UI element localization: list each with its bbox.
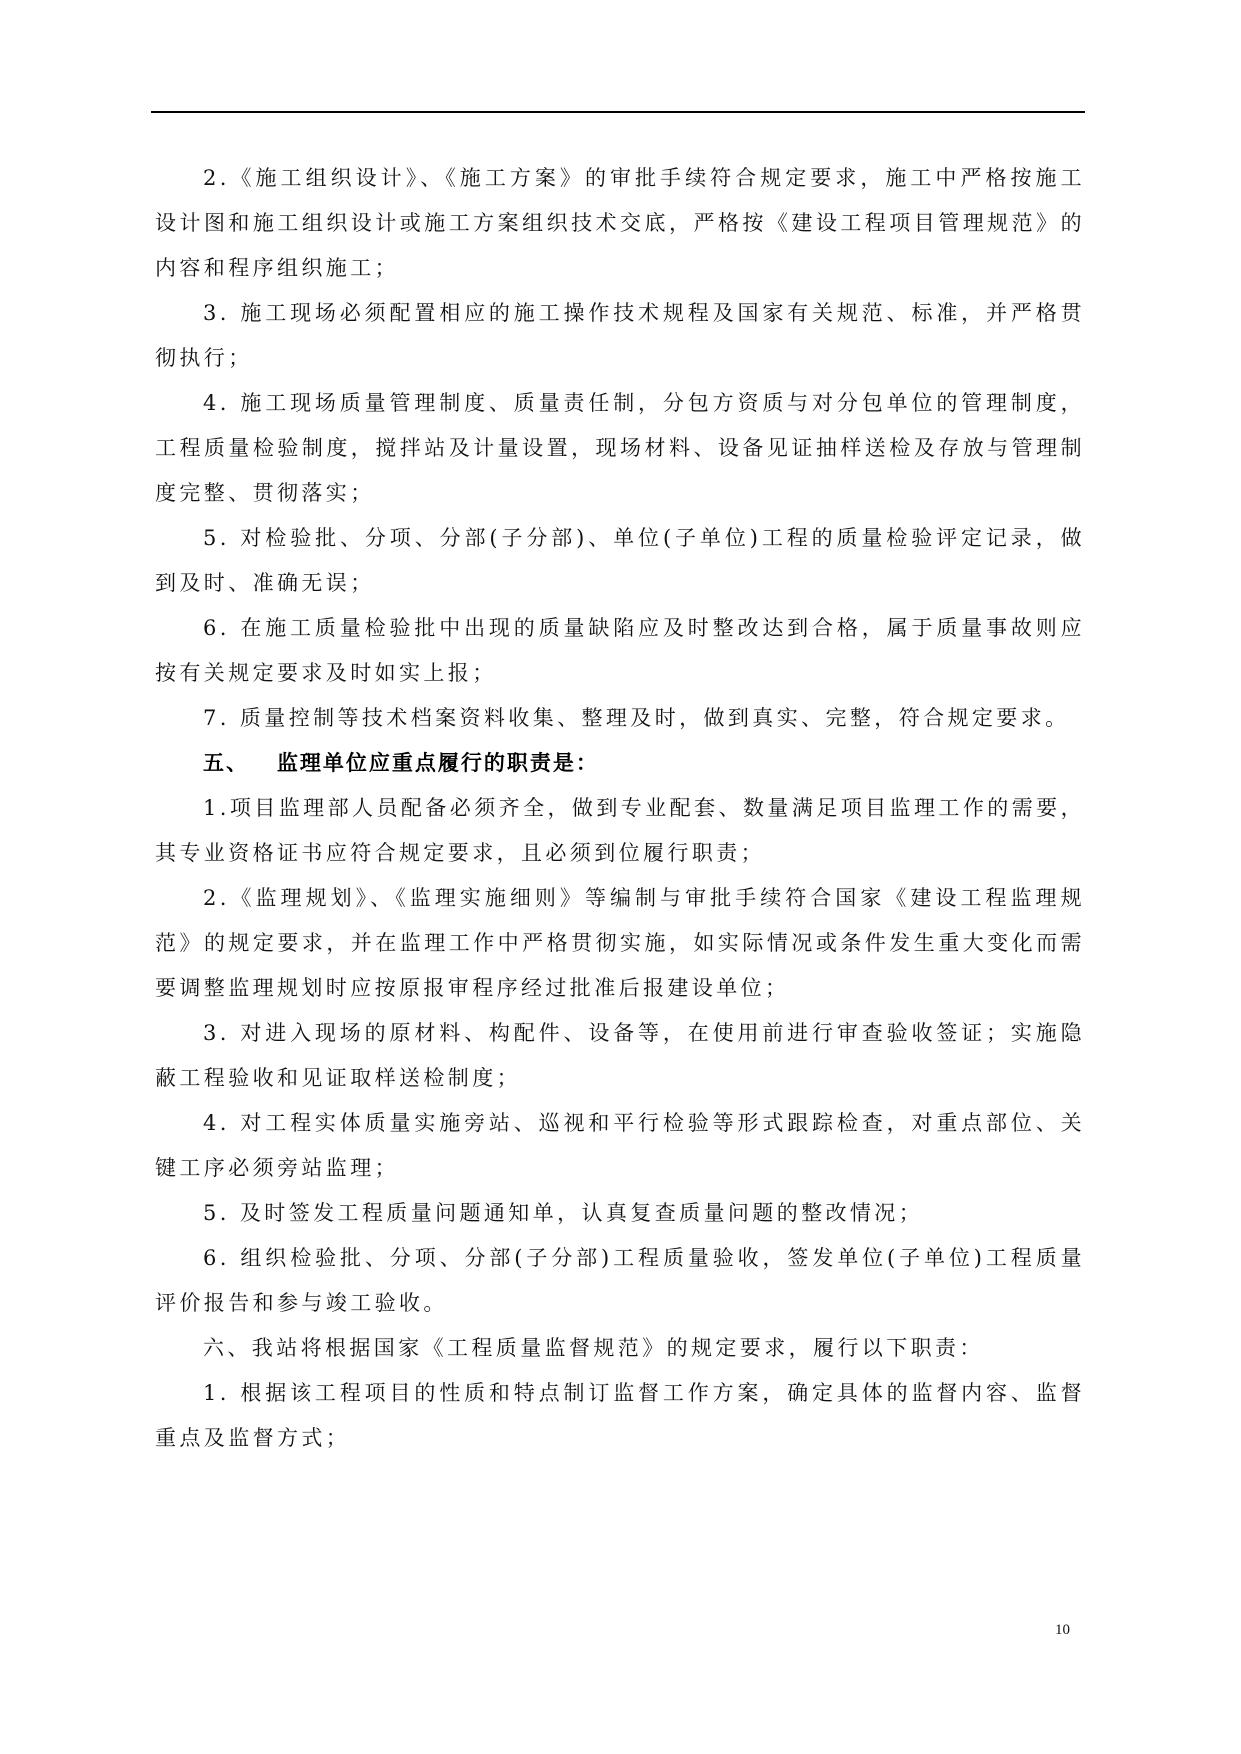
page-body xyxy=(155,156,1085,1461)
section-six-item-1: 1. 根据该工程项目的性质和特点制订监督工作方案，确定具体的监督内容、监督重点及监督方式； xyxy=(155,1381,1085,1450)
section-five-item-2: 2.《监理规划》、《监理实施细则》等编制与审批手续符合国家《建设工程监理规范》的规定要求，并在监理工作中严格贯彻实施，如实际情况或条件发生重大变化而需要调整监理规划时应按原报审程序经过批准后报建设单位； xyxy=(155,886,1085,1000)
section-six-heading: 六、我站将根据国家《工程质量监督规范》的规定要求，履行以下职责： xyxy=(203,1336,984,1360)
paragraph-item-7: 7. 质量控制等技术档案资料收集、整理及时，做到真实、完整，符合规定要求。 xyxy=(203,706,1070,730)
paragraph-item-6: 6. 在施工质量检验批中出现的质量缺陷应及时整改达到合格，属于质量事故则应按有关规定要求及时如实上报； xyxy=(155,616,1085,685)
header-divider xyxy=(151,111,1085,113)
paragraph-item-5: 5. 对检验批、分项、分部(子分部)、单位(子单位)工程的质量检验评定记录，做到及时、准确无误； xyxy=(155,526,1085,595)
page-number: 10 xyxy=(1055,1622,1070,1638)
section-five-item-6: 6. 组织检验批、分项、分部(子分部)工程质量验收，签发单位(子单位)工程质量评价报告和参与竣工验收。 xyxy=(155,1246,1085,1315)
paragraph-item-4: 4. 施工现场质量管理制度、质量责任制，分包方资质与对分包单位的管理制度，工程质量检验制度，搅拌站及计量设置，现场材料、设备见证抽样送检及存放与管理制度完整、贯彻落实； xyxy=(155,391,1085,505)
section-five-item-4: 4. 对工程实体质量实施旁站、巡视和平行检验等形式跟踪检查，对重点部位、关键工序必须旁站监理； xyxy=(155,1111,1085,1180)
section-five-heading: 五、 监理单位应重点履行的职责是： xyxy=(203,751,599,775)
paragraph-item-2: 2.《施工组织设计》、《施工方案》的审批手续符合规定要求，施工中严格按施工设计图和施工组织设计或施工方案组织技术交底，严格按《建设工程项目管理规范》的内容和程序组织施工； xyxy=(155,166,1085,280)
paragraph-item-3: 3. 施工现场必须配置相应的施工操作技术规程及国家有关规范、标准，并严格贯彻执行； xyxy=(155,301,1085,370)
section-five-item-3: 3. 对进入现场的原材料、构配件、设备等，在使用前进行审查验收签证；实施隐蔽工程验收和见证取样送检制度； xyxy=(155,1021,1085,1090)
section-five-item-5: 5. 及时签发工程质量问题通知单，认真复查质量问题的整改情况； xyxy=(203,1201,924,1225)
section-five-item-1: 1.项目监理部人员配备必须齐全，做到专业配套、数量满足项目监理工作的需要，其专业资格证书应符合规定要求，且必须到位履行职责； xyxy=(155,796,1085,865)
